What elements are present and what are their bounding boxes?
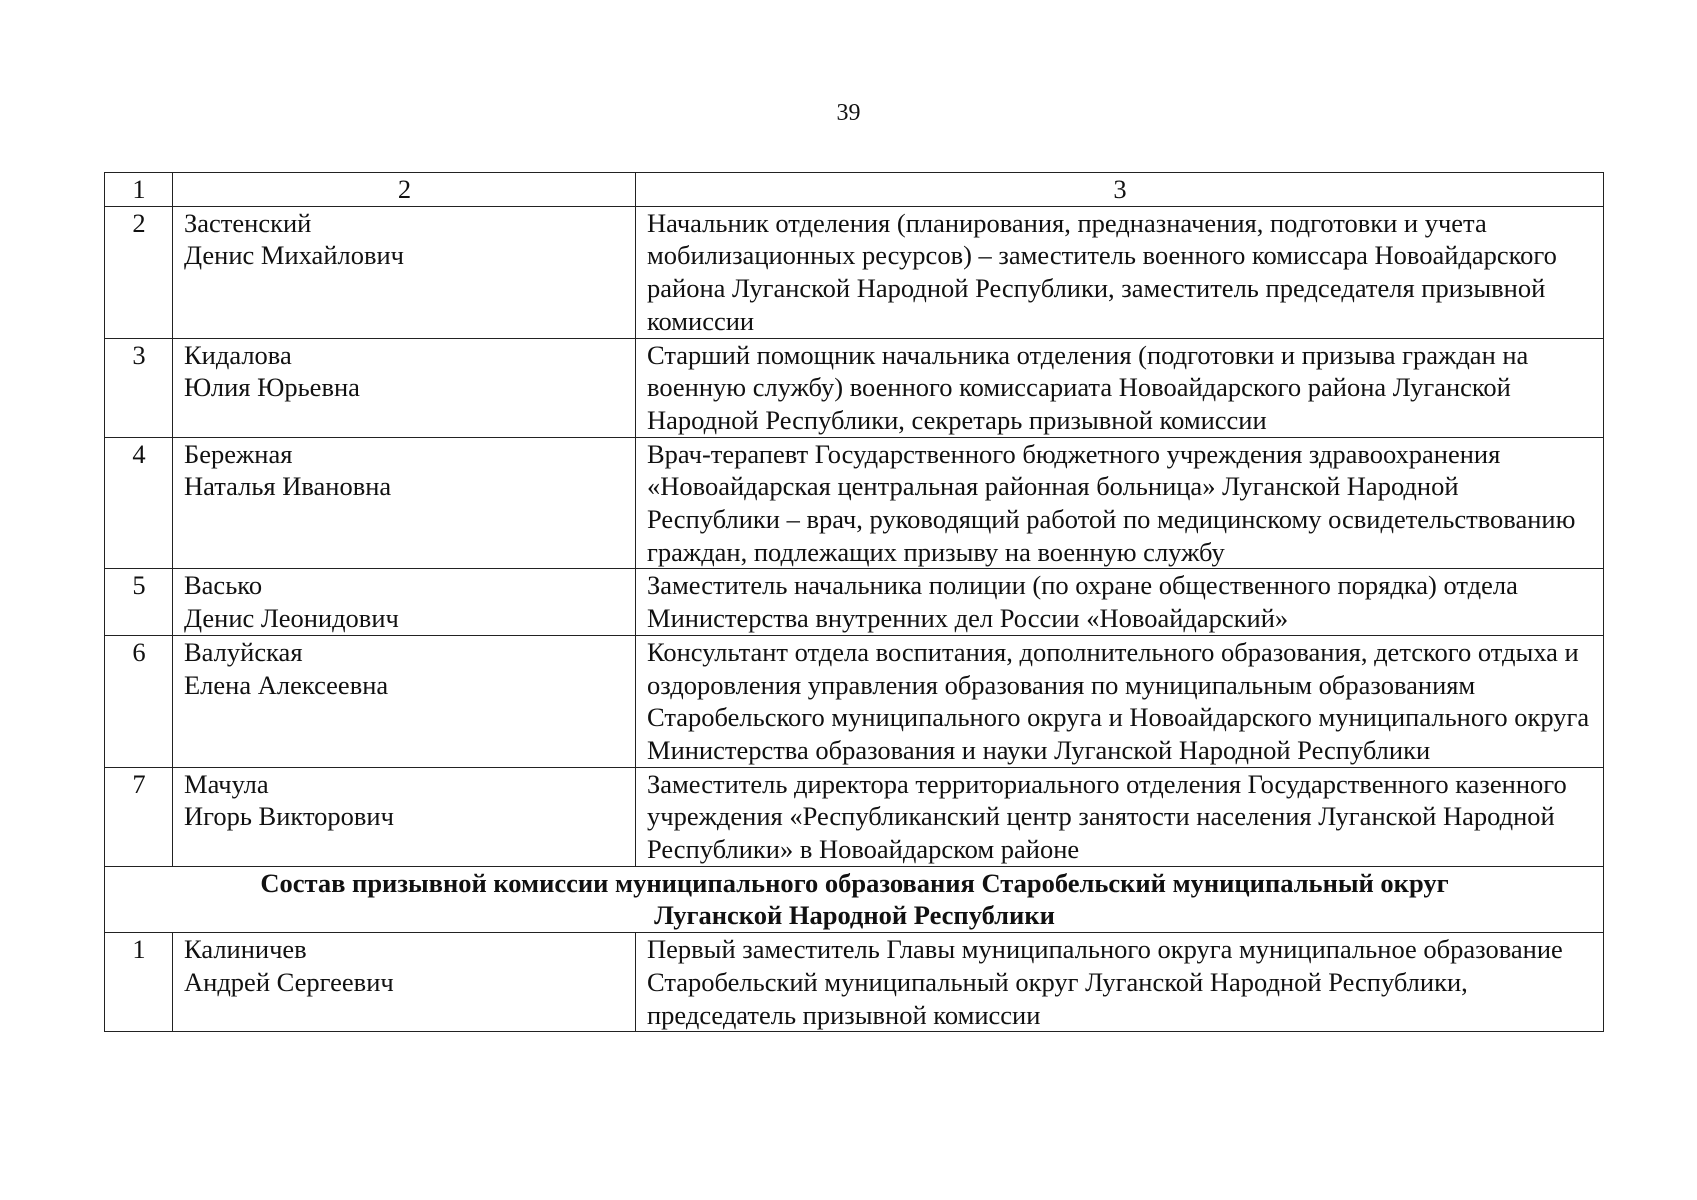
row-number: 4 [105, 437, 173, 569]
table-header-row [105, 173, 1604, 207]
row-number: 6 [105, 635, 173, 767]
row-number: 2 [105, 206, 173, 338]
header-col-position: 3 [636, 173, 1604, 207]
member-surname: Мачула [184, 768, 269, 799]
member-surname: Бережная [184, 438, 293, 469]
member-given-name: Денис Леонидович [184, 603, 399, 634]
table-row [105, 338, 1604, 437]
member-surname: Кидалова [184, 339, 292, 370]
section-heading [105, 866, 1604, 932]
table-row [105, 206, 1604, 338]
member-surname: Застенский [184, 207, 312, 238]
member-name [173, 635, 636, 767]
row-number: 1 [105, 933, 173, 1032]
header-col-number: 1 [105, 173, 173, 207]
section-heading-row [105, 866, 1604, 932]
member-given-name: Елена Алексеевна [184, 669, 389, 700]
member-name [173, 338, 636, 437]
member-position: Консультант отдела воспитания, дополнительного образования, детского отдыха и оздоровления управления образования по муниципальным образованиям Старобельского муниципального округа и Новоайдарского муниципального округа Министерства образования и науки Луганской Народной Республики [636, 635, 1604, 767]
member-name [173, 569, 636, 635]
member-surname: Васько [184, 570, 263, 601]
row-number: 7 [105, 767, 173, 866]
member-name [173, 767, 636, 866]
member-name [173, 933, 636, 1032]
section-heading-line-1: Состав призывной комиссии муниципального образования Старобельский муниципальный округ [260, 867, 1449, 898]
table-row [105, 635, 1604, 767]
row-number: 3 [105, 338, 173, 437]
member-position: Начальник отделения (планирования, предназначения, подготовки и учета мобилизационных ресурсов) – заместитель военного комиссара Новоайдарского района Луганской Народной Республики, заместитель председателя призывной комиссии [636, 206, 1604, 338]
member-given-name: Денис Михайлович [184, 240, 404, 271]
member-given-name: Игорь Викторович [184, 801, 394, 832]
member-position: Врач-терапевт Государственного бюджетного учреждения здравоохранения «Новоайдарская центральная районная больница» Луганской Народной Республики – врач, руководящий работой по медицинскому освидетельствованию граждан, подлежащих призыву на военную службу [636, 437, 1604, 569]
table-row [105, 437, 1604, 569]
member-position: Заместитель директора территориального отделения Государственного казенного учреждения «Республиканский центр занятости населения Луганской Народной Республики» в Новоайдарском районе [636, 767, 1604, 866]
member-given-name: Юлия Юрьевна [184, 372, 360, 403]
table-row [105, 767, 1604, 866]
table-row [105, 569, 1604, 635]
member-given-name: Наталья Ивановна [184, 471, 392, 502]
page-number: 39 [836, 100, 861, 126]
member-position: Старший помощник начальника отделения (подготовки и призыва граждан на военную службу) военного комиссариата Новоайдарского района Луганской Народной Республики, секретарь призывной комиссии [636, 338, 1604, 437]
member-surname: Валуйская [184, 636, 303, 667]
member-position: Первый заместитель Главы муниципального округа муниципальное образование Старобельский муниципальный округ Луганской Народной Республики, председатель призывной комиссии [636, 933, 1604, 1032]
member-surname: Калиничев [184, 934, 307, 965]
member-position: Заместитель начальника полиции (по охране общественного порядка) отдела Министерства внутренних дел России «Новоайдарский» [636, 569, 1604, 635]
table-row [105, 933, 1604, 1032]
section-heading-line-2: Луганской Народной Республики [654, 900, 1055, 931]
member-name [173, 206, 636, 338]
header-col-name: 2 [173, 173, 636, 207]
member-given-name: Андрей Сергеевич [184, 966, 394, 997]
member-name [173, 437, 636, 569]
row-number: 5 [105, 569, 173, 635]
commission-roster-table [104, 172, 1604, 1032]
